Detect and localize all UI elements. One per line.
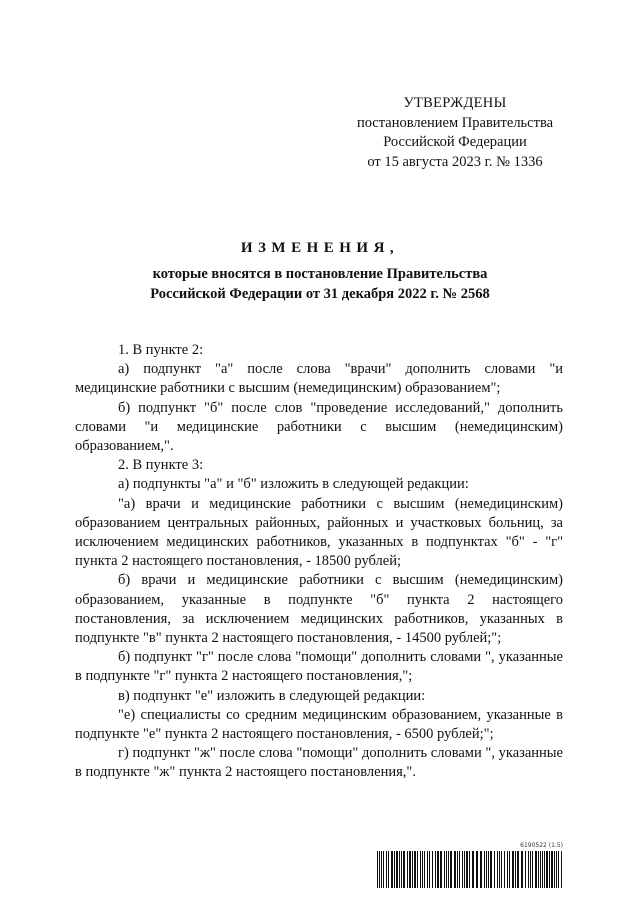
barcode-icon [377,851,563,888]
document-body [75,341,563,783]
approval-line-1: постановлением Правительства [356,114,554,131]
paragraph-3v: в) подпункт "е" изложить в следующей редакции: [118,687,426,704]
paragraph-2b: б) подпункт "б" после слов "проведение исследований," дополнить словами "и медицинские работники с высшим (немедицинским) образованием,". [75,399,563,455]
approval-heading: УТВЕРЖДЕНЫ [403,95,507,111]
approval-stamp [340,94,570,172]
paragraph-2a: а) подпункт "а" после слова "врачи" дополнить словами "и медицинские работники с высшим (немедицинским) образованием"; [75,361,563,397]
paragraph-point-3: 2. В пункте 3: [118,457,204,474]
document-subtitle [0,265,640,304]
approval-line-2: Российской Федерации [383,134,527,150]
paragraph-3a-new-b: б) врачи и медицинские работники с высшим (немедицинским) образованием, указанные в подпункте "б" пункта 2 настоящего постановления, за исключением медицинских работников, указанных в подпункте "в" пункта 2 настоящего постановления, - 14500 рублей;"; [75,572,563,647]
barcode-number: 6190522 (1.5) [520,842,563,849]
paragraph-point-2: 1. В пункте 2: [118,342,204,358]
paragraph-3a: а) подпункты "а" и "б" изложить в следующей редакции: [118,476,469,493]
paragraph-3b: б) подпункт "г" после слова "помощи" дополнить словами ", указанные в подпункте "г" пункта 2 настоящего постановления,"; [75,649,563,685]
subtitle-line-2: Российской Федерации от 31 декабря 2022 г. № 2568 [150,285,490,302]
paragraph-3g: г) подпункт "ж" после слова "помощи" дополнить словами ", указанные в подпункте "ж" пункта 2 настоящего постановления,". [75,745,563,781]
paragraph-3a-new-a: "а) врачи и медицинские работники с высшим (немедицинским) образованием центральных районных, районных и участковых больниц, за исключением медицинских работников, указанных в подпунктах "б" - "г" пункта 2 настоящего постановления, - 18500 рублей; [75,495,563,570]
document-barcode [377,842,563,892]
paragraph-3v-new-e: "е) специалисты со средним медицинским образованием, указанные в подпункте "е" пункта 2 настоящего постановления, - 6500 рублей;"; [75,706,563,743]
document-title: ИЗМЕНЕНИЯ, [240,240,400,256]
subtitle-line-1: которые вносятся в постановление Правительства [152,266,488,282]
approval-line-3: от 15 августа 2023 г. № 1336 [367,153,543,170]
